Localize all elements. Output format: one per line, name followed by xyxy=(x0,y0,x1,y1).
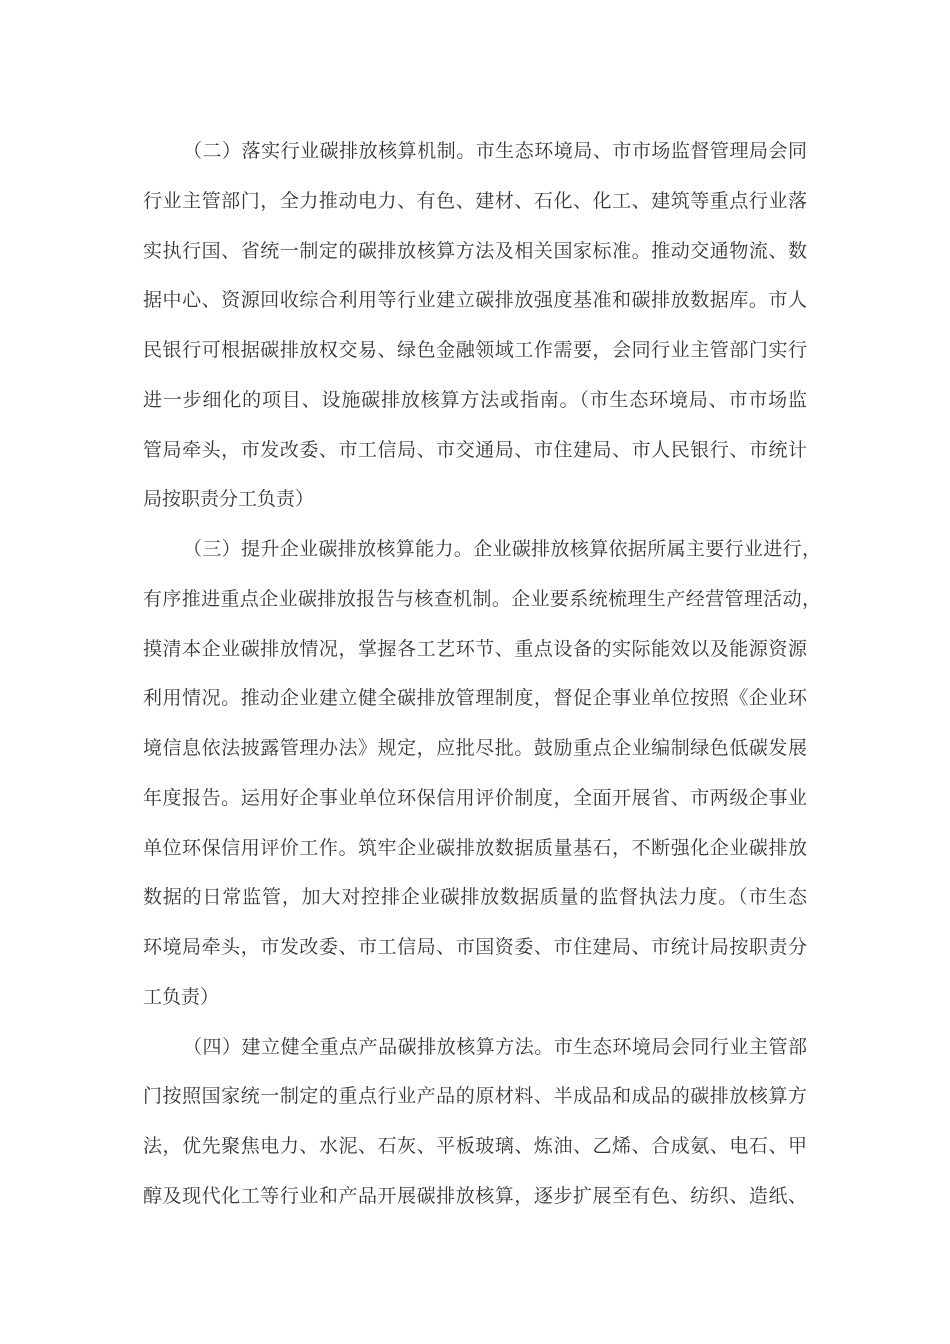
text-line: （三）提升企业碳排放核算能力。企业碳排放核算依据所属主要行业进行， xyxy=(183,538,821,560)
text-line: 单位环保信用评价工作。筑牢企业碳排放数据质量基石，不断强化企业碳排放 xyxy=(143,836,807,859)
text-line: 醇及现代化工等行业和产品开展碳排放核算，逐步扩展至有色、纺织、造纸、 xyxy=(143,1184,807,1207)
text-line: 工负责） xyxy=(143,985,220,1008)
text-line: 法，优先聚焦电力、水泥、石灰、平板玻璃、炼油、乙烯、合成氨、电石、甲 xyxy=(143,1135,807,1157)
text-line: 管局牵头，市发改委、市工信局、市交通局、市住建局、市人民银行、市统计 xyxy=(143,438,807,461)
text-line: 行业主管部门，全力推动电力、有色、建材、石化、化工、建筑等重点行业落 xyxy=(143,189,807,212)
text-line: 进一步细化的项目、设施碳排放核算方法或指南。（市生态环境局、市市场监 xyxy=(143,388,807,411)
text-line: （二）落实行业碳排放核算机制。市生态环境局、市市场监督管理局会同 xyxy=(183,140,807,162)
text-line: 局按职责分工负责） xyxy=(143,488,315,511)
document-page xyxy=(143,127,821,1222)
text-line: 年度报告。运用好企事业单位环保信用评价制度，全面开展省、市两级企事业 xyxy=(143,786,807,809)
text-line: 环境局牵头，市发改委、市工信局、市国资委、市住建局、市统计局按职责分 xyxy=(143,936,807,958)
text-line: 门按照国家统一制定的重点行业产品的原材料、半成品和成品的碳排放核算方 xyxy=(143,1085,807,1108)
text-line: （四）建立健全重点产品碳排放核算方法。市生态环境局会同行业主管部 xyxy=(183,1035,807,1058)
text-line: 数据的日常监管，加大对控排企业碳排放数据质量的监督执法力度。（市生态 xyxy=(143,886,807,909)
paragraph-two xyxy=(143,127,807,525)
text-line: 民银行可根据碳排放权交易、绿色金融领域工作需要，会同行业主管部门实行 xyxy=(143,339,807,361)
text-line: 实执行国、省统一制定的碳排放核算方法及相关国家标准。推动交通物流、数 xyxy=(143,239,807,262)
text-line: 据中心、资源回收综合利用等行业建立碳排放强度基准和碳排放数据库。市人 xyxy=(143,289,807,312)
text-line: 摸清本企业碳排放情况，掌握各工艺环节、重点设备的实际能效以及能源资源 xyxy=(143,637,807,660)
text-line: 境信息依法披露管理办法》规定，应批尽批。鼓励重点企业编制绿色低碳发展 xyxy=(143,737,807,759)
text-line: 有序推进重点企业碳排放报告与核查机制。企业要系统梳理生产经营管理活动， xyxy=(143,587,821,610)
text-line: 利用情况。推动企业建立健全碳排放管理制度，督促企事业单位按照《企业环 xyxy=(143,687,807,710)
paragraph-three xyxy=(143,525,821,1023)
paragraph-four xyxy=(143,1023,807,1222)
